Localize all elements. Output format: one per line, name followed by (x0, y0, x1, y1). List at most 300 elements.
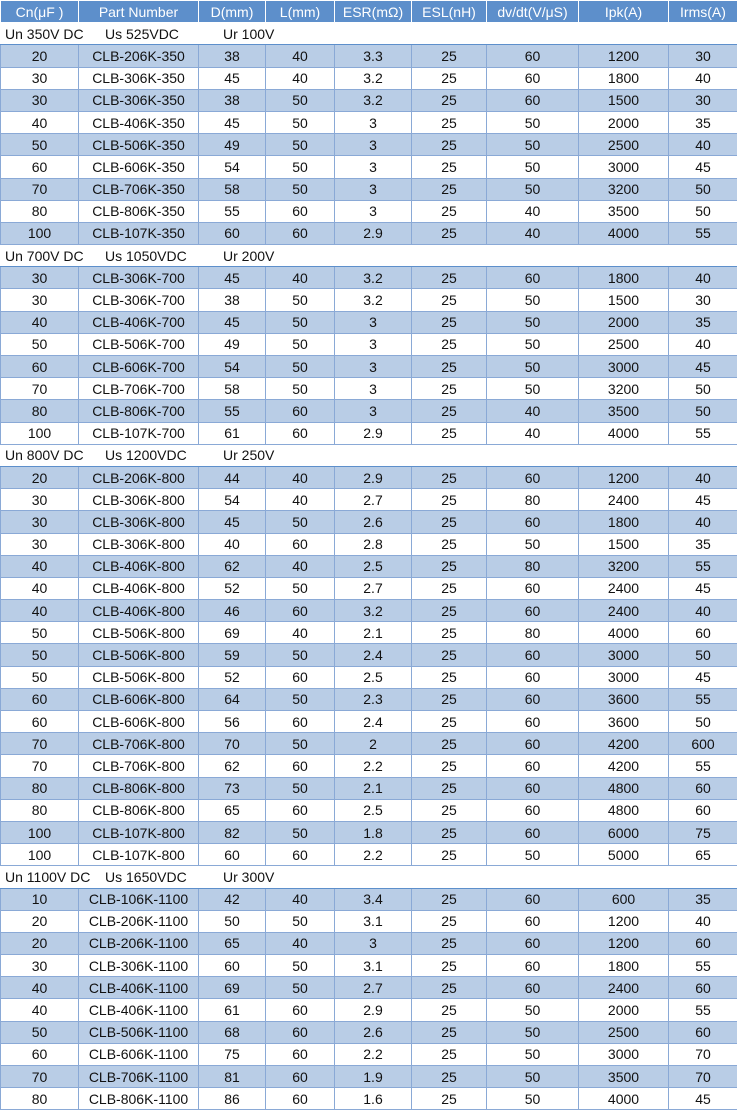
cell-ipk: 1500 (579, 289, 669, 311)
cell-esr: 2.5 (335, 555, 412, 577)
cell-part-number: CLB-606K-350 (79, 156, 199, 178)
cell-esl: 25 (412, 777, 487, 799)
cell-irms: 50 (669, 178, 737, 200)
cell-esl: 25 (412, 111, 487, 133)
cell-esr: 3.2 (335, 67, 412, 89)
cell-irms: 50 (669, 644, 737, 666)
cell-capacitance: 40 (1, 111, 79, 133)
cell-ipk: 4000 (579, 622, 669, 644)
cell-length: 40 (266, 267, 335, 289)
cell-part-number: CLB-806K-800 (79, 777, 199, 799)
cell-length: 50 (266, 156, 335, 178)
cell-irms: 35 (669, 888, 737, 910)
section-reverse-voltage: Ur 200V (223, 249, 274, 263)
cell-part-number: CLB-406K-800 (79, 577, 199, 599)
table-row (1, 1088, 737, 1110)
cell-length: 50 (266, 577, 335, 599)
table-row (1, 622, 737, 644)
cell-esr: 1.9 (335, 1066, 412, 1088)
cell-capacitance: 30 (1, 489, 79, 511)
cell-irms: 35 (669, 311, 737, 333)
cell-diameter: 61 (199, 422, 266, 444)
cell-capacitance: 100 (1, 422, 79, 444)
table-row (1, 466, 737, 488)
cell-esr: 3 (335, 111, 412, 133)
cell-capacitance: 50 (1, 333, 79, 355)
cell-capacitance: 20 (1, 45, 79, 67)
cell-esr: 3.3 (335, 45, 412, 67)
cell-dvdt: 60 (487, 67, 579, 89)
cell-part-number: CLB-206K-800 (79, 466, 199, 488)
cell-esl: 25 (412, 89, 487, 111)
cell-part-number: CLB-506K-700 (79, 333, 199, 355)
cell-part-number: CLB-406K-1100 (79, 977, 199, 999)
cell-ipk: 4800 (579, 799, 669, 821)
cell-irms: 65 (669, 844, 737, 866)
cell-capacitance: 100 (1, 821, 79, 843)
cell-capacitance: 70 (1, 178, 79, 200)
cell-diameter: 86 (199, 1088, 266, 1110)
section-surge-voltage: Us 1650VDC (105, 870, 223, 884)
cell-esr: 2.1 (335, 777, 412, 799)
section-header-row (1, 23, 737, 45)
cell-length: 60 (266, 1043, 335, 1065)
table-body (1, 23, 737, 1110)
cell-irms: 45 (669, 489, 737, 511)
cell-diameter: 54 (199, 156, 266, 178)
cell-length: 40 (266, 555, 335, 577)
cell-length: 50 (266, 733, 335, 755)
cell-dvdt: 60 (487, 466, 579, 488)
cell-esl: 25 (412, 67, 487, 89)
cell-esr: 2.9 (335, 222, 412, 244)
cell-capacitance: 50 (1, 644, 79, 666)
cell-dvdt: 60 (487, 755, 579, 777)
cell-dvdt: 50 (487, 844, 579, 866)
cell-ipk: 1800 (579, 955, 669, 977)
cell-ipk: 2400 (579, 577, 669, 599)
cell-esl: 25 (412, 489, 487, 511)
cell-part-number: CLB-107K-700 (79, 422, 199, 444)
cell-part-number: CLB-806K-350 (79, 200, 199, 222)
cell-diameter: 68 (199, 1021, 266, 1043)
cell-dvdt: 60 (487, 644, 579, 666)
cell-capacitance: 100 (1, 844, 79, 866)
cell-capacitance: 70 (1, 755, 79, 777)
cell-diameter: 52 (199, 577, 266, 599)
cell-capacitance: 30 (1, 533, 79, 555)
table-row (1, 600, 737, 622)
cell-part-number: CLB-306K-800 (79, 511, 199, 533)
cell-diameter: 61 (199, 999, 266, 1021)
cell-ipk: 3000 (579, 1043, 669, 1065)
cell-length: 60 (266, 1088, 335, 1110)
cell-irms: 30 (669, 289, 737, 311)
cell-dvdt: 60 (487, 511, 579, 533)
cell-esr: 2.9 (335, 999, 412, 1021)
cell-esl: 25 (412, 45, 487, 67)
cell-esl: 25 (412, 688, 487, 710)
header-irms: Irms(A) (669, 1, 737, 23)
cell-diameter: 52 (199, 666, 266, 688)
cell-part-number: CLB-406K-1100 (79, 999, 199, 1021)
cell-ipk: 4000 (579, 1088, 669, 1110)
cell-esr: 3 (335, 134, 412, 156)
cell-esl: 25 (412, 577, 487, 599)
cell-length: 50 (266, 178, 335, 200)
cell-diameter: 45 (199, 67, 266, 89)
table-row (1, 733, 737, 755)
cell-dvdt: 60 (487, 777, 579, 799)
cell-ipk: 2000 (579, 311, 669, 333)
cell-esl: 25 (412, 733, 487, 755)
cell-capacitance: 100 (1, 222, 79, 244)
cell-irms: 60 (669, 622, 737, 644)
cell-diameter: 55 (199, 200, 266, 222)
cell-part-number: CLB-306K-1100 (79, 955, 199, 977)
table-row (1, 111, 737, 133)
cell-esl: 25 (412, 311, 487, 333)
section-reverse-voltage: Ur 300V (223, 870, 274, 884)
cell-irms: 60 (669, 1021, 737, 1043)
cell-ipk: 1800 (579, 511, 669, 533)
cell-ipk: 3500 (579, 1066, 669, 1088)
cell-diameter: 49 (199, 333, 266, 355)
cell-ipk: 4200 (579, 733, 669, 755)
cell-esl: 25 (412, 932, 487, 954)
cell-dvdt: 60 (487, 666, 579, 688)
cell-diameter: 38 (199, 289, 266, 311)
header-row (1, 1, 737, 23)
cell-dvdt: 60 (487, 267, 579, 289)
cell-irms: 40 (669, 600, 737, 622)
cell-esr: 2.7 (335, 577, 412, 599)
table-row (1, 134, 737, 156)
cell-diameter: 56 (199, 711, 266, 733)
cell-length: 50 (266, 955, 335, 977)
cell-capacitance: 30 (1, 67, 79, 89)
cell-length: 50 (266, 821, 335, 843)
cell-part-number: CLB-106K-1100 (79, 888, 199, 910)
cell-dvdt: 60 (487, 799, 579, 821)
cell-irms: 40 (669, 511, 737, 533)
cell-dvdt: 50 (487, 999, 579, 1021)
cell-ipk: 600 (579, 888, 669, 910)
cell-dvdt: 40 (487, 200, 579, 222)
cell-dvdt: 50 (487, 289, 579, 311)
cell-ipk: 3200 (579, 178, 669, 200)
cell-diameter: 60 (199, 222, 266, 244)
table-row (1, 666, 737, 688)
cell-part-number: CLB-306K-800 (79, 489, 199, 511)
cell-irms: 40 (669, 267, 737, 289)
cell-dvdt: 50 (487, 1043, 579, 1065)
cell-diameter: 69 (199, 622, 266, 644)
cell-part-number: CLB-506K-800 (79, 622, 199, 644)
cell-capacitance: 30 (1, 89, 79, 111)
header-esr: ESR(mΩ) (335, 1, 412, 23)
table-row (1, 888, 737, 910)
cell-capacitance: 40 (1, 977, 79, 999)
cell-length: 60 (266, 1021, 335, 1043)
cell-dvdt: 50 (487, 156, 579, 178)
cell-diameter: 58 (199, 178, 266, 200)
table-row (1, 688, 737, 710)
cell-ipk: 3600 (579, 688, 669, 710)
cell-capacitance: 30 (1, 267, 79, 289)
cell-irms: 45 (669, 1088, 737, 1110)
cell-ipk: 1800 (579, 67, 669, 89)
cell-dvdt: 50 (487, 178, 579, 200)
cell-dvdt: 50 (487, 333, 579, 355)
cell-dvdt: 50 (487, 1088, 579, 1110)
cell-irms: 60 (669, 799, 737, 821)
section-rated-voltage: Un 800V DC (1, 448, 105, 462)
cell-irms: 45 (669, 156, 737, 178)
header-dvdt: dv/dt(V/μS) (487, 1, 579, 23)
cell-esl: 25 (412, 222, 487, 244)
cell-esr: 3 (335, 311, 412, 333)
cell-ipk: 2500 (579, 134, 669, 156)
cell-length: 50 (266, 777, 335, 799)
cell-esr: 2.2 (335, 1043, 412, 1065)
section-rated-voltage: Un 350V DC (1, 27, 105, 41)
cell-ipk: 3600 (579, 711, 669, 733)
cell-irms: 40 (669, 466, 737, 488)
cell-part-number: CLB-806K-800 (79, 799, 199, 821)
cell-diameter: 46 (199, 600, 266, 622)
cell-esr: 3.2 (335, 267, 412, 289)
cell-length: 50 (266, 89, 335, 111)
cell-diameter: 62 (199, 755, 266, 777)
cell-ipk: 1200 (579, 466, 669, 488)
cell-esl: 25 (412, 600, 487, 622)
cell-part-number: CLB-206K-350 (79, 45, 199, 67)
cell-esl: 25 (412, 888, 487, 910)
table-row (1, 844, 737, 866)
cell-esl: 25 (412, 533, 487, 555)
table-row (1, 156, 737, 178)
cell-diameter: 38 (199, 45, 266, 67)
table-row (1, 67, 737, 89)
table-row (1, 1066, 737, 1088)
cell-dvdt: 50 (487, 378, 579, 400)
cell-diameter: 58 (199, 378, 266, 400)
cell-capacitance: 40 (1, 600, 79, 622)
cell-dvdt: 50 (487, 311, 579, 333)
cell-part-number: CLB-107K-350 (79, 222, 199, 244)
cell-capacitance: 10 (1, 888, 79, 910)
cell-irms: 55 (669, 422, 737, 444)
table-row (1, 222, 737, 244)
cell-esr: 3.2 (335, 289, 412, 311)
table-row (1, 89, 737, 111)
table-row (1, 45, 737, 67)
cell-irms: 55 (669, 222, 737, 244)
cell-irms: 50 (669, 400, 737, 422)
cell-esl: 25 (412, 289, 487, 311)
cell-part-number: CLB-706K-800 (79, 733, 199, 755)
cell-esl: 25 (412, 910, 487, 932)
cell-length: 50 (266, 511, 335, 533)
cell-esl: 25 (412, 378, 487, 400)
cell-esl: 25 (412, 156, 487, 178)
cell-part-number: CLB-606K-800 (79, 711, 199, 733)
cell-capacitance: 70 (1, 1066, 79, 1088)
cell-irms: 70 (669, 1043, 737, 1065)
cell-capacitance: 40 (1, 577, 79, 599)
cell-length: 60 (266, 999, 335, 1021)
cell-part-number: CLB-406K-800 (79, 555, 199, 577)
cell-ipk: 2000 (579, 999, 669, 1021)
cell-esr: 3.2 (335, 600, 412, 622)
section-rated-voltage: Un 700V DC (1, 249, 105, 263)
table-row (1, 910, 737, 932)
cell-esl: 25 (412, 400, 487, 422)
cell-dvdt: 60 (487, 577, 579, 599)
cell-esr: 2.7 (335, 977, 412, 999)
cell-length: 50 (266, 910, 335, 932)
cell-length: 50 (266, 289, 335, 311)
cell-esl: 25 (412, 755, 487, 777)
cell-irms: 45 (669, 356, 737, 378)
cell-ipk: 4000 (579, 222, 669, 244)
cell-capacitance: 60 (1, 711, 79, 733)
cell-irms: 50 (669, 711, 737, 733)
cell-capacitance: 40 (1, 555, 79, 577)
section-surge-voltage: Us 1200VDC (105, 448, 223, 462)
cell-irms: 40 (669, 67, 737, 89)
cell-dvdt: 50 (487, 134, 579, 156)
cell-esl: 25 (412, 711, 487, 733)
header-esl: ESL(nH) (412, 1, 487, 23)
cell-ipk: 3000 (579, 356, 669, 378)
table-row (1, 644, 737, 666)
cell-part-number: CLB-706K-700 (79, 378, 199, 400)
cell-irms: 55 (669, 755, 737, 777)
cell-esl: 25 (412, 999, 487, 1021)
cell-length: 50 (266, 644, 335, 666)
cell-esr: 3 (335, 156, 412, 178)
cell-length: 40 (266, 466, 335, 488)
cell-esr: 3 (335, 932, 412, 954)
table-row (1, 356, 737, 378)
cell-irms: 40 (669, 333, 737, 355)
cell-part-number: CLB-606K-700 (79, 356, 199, 378)
cell-capacitance: 30 (1, 289, 79, 311)
cell-length: 50 (266, 311, 335, 333)
cell-esl: 25 (412, 821, 487, 843)
cell-part-number: CLB-506K-800 (79, 644, 199, 666)
cell-length: 50 (266, 977, 335, 999)
cell-capacitance: 60 (1, 1043, 79, 1065)
cell-part-number: CLB-406K-800 (79, 600, 199, 622)
cell-dvdt: 60 (487, 711, 579, 733)
cell-part-number: CLB-406K-700 (79, 311, 199, 333)
cell-esr: 3 (335, 400, 412, 422)
cell-part-number: CLB-706K-1100 (79, 1066, 199, 1088)
cell-length: 60 (266, 533, 335, 555)
cell-dvdt: 60 (487, 932, 579, 954)
cell-irms: 50 (669, 200, 737, 222)
cell-length: 50 (266, 111, 335, 133)
cell-diameter: 81 (199, 1066, 266, 1088)
cell-dvdt: 60 (487, 955, 579, 977)
cell-ipk: 3000 (579, 156, 669, 178)
cell-capacitance: 20 (1, 910, 79, 932)
cell-irms: 45 (669, 666, 737, 688)
section-header-row (1, 444, 737, 466)
cell-dvdt: 60 (487, 977, 579, 999)
table-row (1, 1021, 737, 1043)
cell-irms: 40 (669, 910, 737, 932)
table-row (1, 178, 737, 200)
cell-esl: 25 (412, 955, 487, 977)
table-row (1, 422, 737, 444)
table-row (1, 200, 737, 222)
table-row (1, 999, 737, 1021)
header-capacitance: Cn(μF ) (1, 1, 79, 23)
cell-dvdt: 40 (487, 222, 579, 244)
cell-diameter: 45 (199, 311, 266, 333)
cell-part-number: CLB-306K-700 (79, 267, 199, 289)
cell-ipk: 2400 (579, 977, 669, 999)
cell-esl: 25 (412, 622, 487, 644)
cell-esr: 2.2 (335, 755, 412, 777)
cell-capacitance: 60 (1, 356, 79, 378)
cell-diameter: 60 (199, 844, 266, 866)
cell-diameter: 45 (199, 267, 266, 289)
header-ipk: Ipk(A) (579, 1, 669, 23)
cell-ipk: 1500 (579, 89, 669, 111)
cell-esl: 25 (412, 1021, 487, 1043)
cell-esl: 25 (412, 844, 487, 866)
cell-part-number: CLB-606K-800 (79, 688, 199, 710)
cell-capacitance: 60 (1, 688, 79, 710)
cell-dvdt: 60 (487, 888, 579, 910)
table-row (1, 400, 737, 422)
cell-dvdt: 60 (487, 733, 579, 755)
cell-irms: 60 (669, 977, 737, 999)
cell-esl: 25 (412, 422, 487, 444)
cell-ipk: 2400 (579, 600, 669, 622)
table-row (1, 289, 737, 311)
cell-esr: 2.5 (335, 666, 412, 688)
cell-diameter: 62 (199, 555, 266, 577)
cell-diameter: 69 (199, 977, 266, 999)
cell-part-number: CLB-506K-800 (79, 666, 199, 688)
cell-ipk: 1200 (579, 45, 669, 67)
cell-dvdt: 50 (487, 1066, 579, 1088)
cell-dvdt: 60 (487, 688, 579, 710)
cell-part-number: CLB-806K-1100 (79, 1088, 199, 1110)
cell-capacitance: 80 (1, 400, 79, 422)
cell-part-number: CLB-506K-350 (79, 134, 199, 156)
cell-capacitance: 30 (1, 955, 79, 977)
cell-esr: 2.9 (335, 466, 412, 488)
table-row (1, 977, 737, 999)
header-length: L(mm) (266, 1, 335, 23)
cell-irms: 70 (669, 1066, 737, 1088)
cell-diameter: 45 (199, 111, 266, 133)
cell-diameter: 64 (199, 688, 266, 710)
cell-ipk: 5000 (579, 844, 669, 866)
cell-esr: 3 (335, 356, 412, 378)
cell-part-number: CLB-206K-1100 (79, 932, 199, 954)
cell-esr: 3.1 (335, 955, 412, 977)
cell-diameter: 65 (199, 799, 266, 821)
cell-capacitance: 80 (1, 777, 79, 799)
